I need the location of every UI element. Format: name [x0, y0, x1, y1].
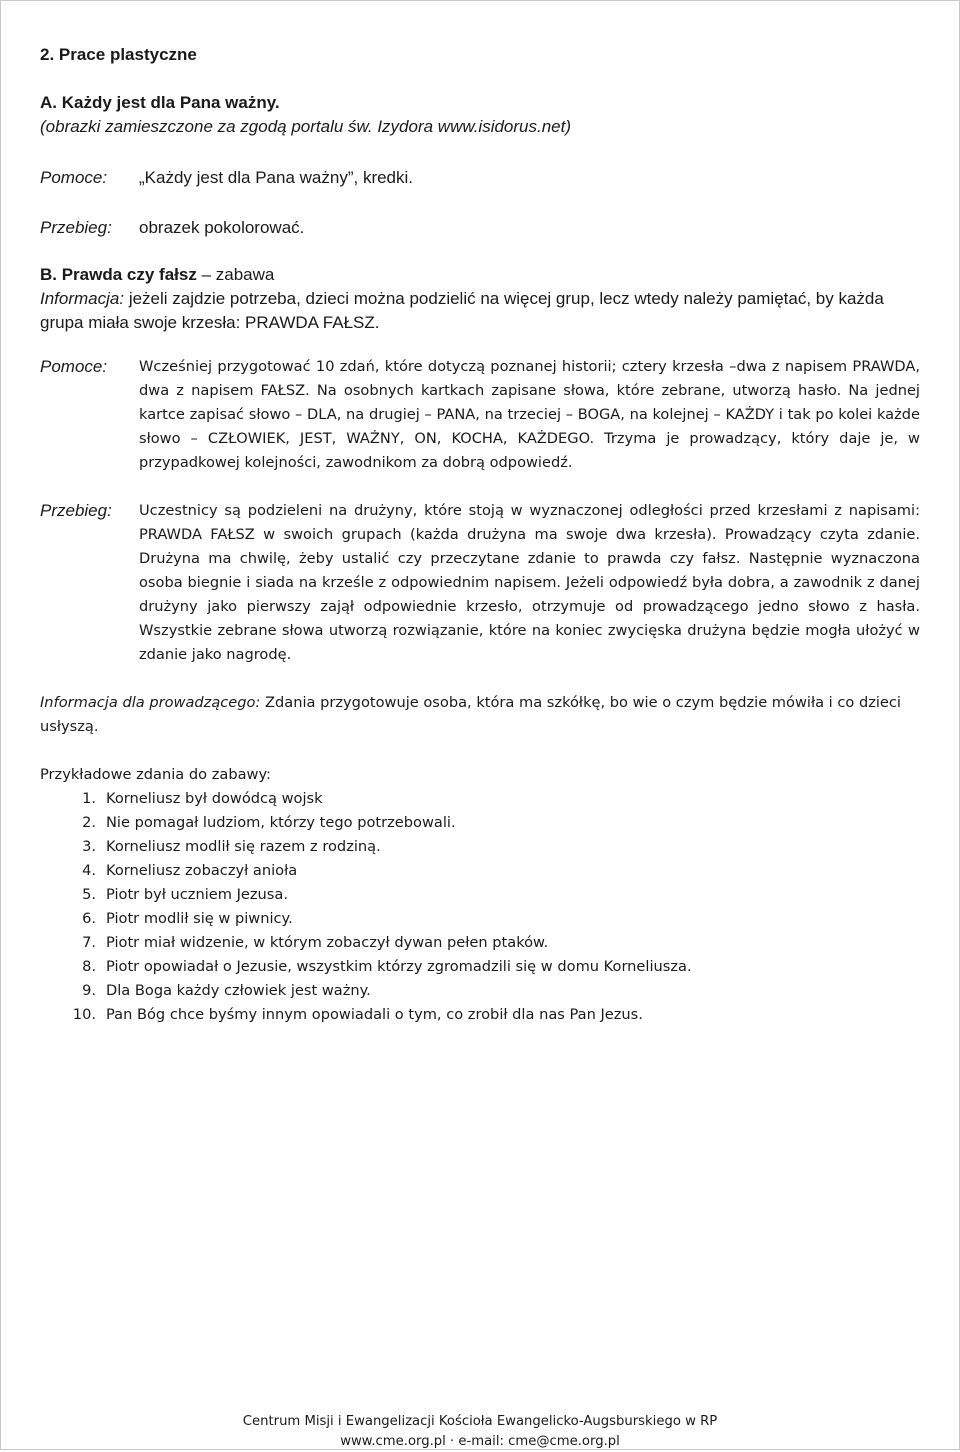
- leader-info-text: Zdania przygotowuje osoba, która ma szkółkę, bo wie o czym będzie mówiła i co dzieci usłyszą.: [40, 694, 901, 735]
- list-item-text: Korneliusz modlił się razem z rodziną.: [106, 838, 381, 855]
- footer-organization: Centrum Misji i Ewangelizacji Kościoła Ewangelicko-Augsburskiego w RP: [242, 1414, 718, 1429]
- list-item-number: 6.: [82, 910, 96, 927]
- przebieg-text: Uczestnicy są podzieleni na drużyny, które stoją w wyznaczonej odległości przed krzesłami z napisami: PRAWDA FAŁSZ w swoich grupach (każda drużyna ma swoje dwa krzesła). Prowadzący czyta zdanie. Drużyna ma chwilę, żeby ustalić czy przeczytane zdanie to prawda czy fałsz. Następnie wyznaczona osoba biegnie i siada na krześle z odpowiednim napisem. Jeżeli odpowiedź była dobra, a zawodnik z danej drużyny jako pierwszy zajął odpowiednie krzesło, otrzymuje od prowadzącego jedno słowo z hasła. Wszystkie zebrane słowa utworzą rozwiązanie, które na koniec zwycięska drużyna będzie mogła ułożyć w zdanie jako nagrodę.: [139, 502, 920, 663]
- examples-list: [40, 787, 920, 1027]
- list-item-text: Dla Boga każdy człowiek jest ważny.: [106, 982, 371, 999]
- przebieg-text: obrazek pokolorować.: [139, 218, 305, 237]
- list-item-number: 2.: [82, 814, 96, 831]
- pomoce-text: Wcześniej przygotować 10 zdań, które dotyczą poznanej historii; cztery krzesła –dwa z napisem PRAWDA, dwa z napisem FAŁSZ. Na osobnych kartkach zapisane słowa, które zebrane, utworzą hasło. Na jednej kartce zapisać słowo – DLA, na drugiej – PANA, na trzeciej – BOGA, na kolejnej – KAŻDY i tak po kolei każde słowo – CZŁOWIEK, JEST, WAŻNY, ON, KOCHA, KAŻDEGO. Trzyma je prowadzący, który daje je, w przypadkowej kolejności, zawodnikom za dobrą odpowiedź.: [139, 358, 920, 471]
- pomoce-label: Pomoce:: [40, 357, 108, 376]
- leader-info: [40, 691, 920, 739]
- part-a-przebieg-row: [40, 216, 920, 240]
- part-b-title-bold: B. Prawda czy fałsz: [40, 265, 197, 284]
- list-item-number: 1.: [82, 790, 96, 807]
- part-a-source-note: (obrazki zamieszczone za zgodą portalu św. Izydora www.isidorus.net): [40, 117, 572, 136]
- pomoce-text: „Każdy jest dla Pana ważny”, kredki.: [139, 168, 414, 187]
- pomoce-label: Pomoce:: [40, 168, 108, 187]
- part-b-title-rest: – zabawa: [196, 265, 275, 284]
- list-item-text: Korneliusz był dowódcą wojsk: [106, 790, 323, 807]
- part-b-przebieg-row: [40, 499, 920, 667]
- list-item: [40, 955, 920, 979]
- list-item-number: 4.: [82, 862, 96, 879]
- list-item-text: Piotr modlił się w piwnicy.: [106, 910, 293, 927]
- list-item-text: Nie pomagał ludziom, którzy tego potrzebowali.: [106, 814, 456, 831]
- list-item: [40, 811, 920, 835]
- list-item: [40, 835, 920, 859]
- list-item-text: Piotr był uczniem Jezusa.: [106, 886, 288, 903]
- part-a: [40, 91, 920, 240]
- page-footer: [0, 1412, 960, 1452]
- info-label: Informacja:: [40, 289, 125, 308]
- przebieg-label: Przebieg:: [40, 218, 112, 237]
- list-item-text: Pan Bóg chce byśmy innym opowiadali o tym, co zrobił dla nas Pan Jezus.: [106, 1006, 643, 1023]
- list-item-number: 5.: [82, 886, 96, 903]
- part-b-title: [40, 263, 920, 287]
- list-item-number: 3.: [82, 838, 96, 855]
- list-item-number: 9.: [82, 982, 96, 999]
- list-item: [40, 907, 920, 931]
- list-item-text: Korneliusz zobaczył anioła: [106, 862, 298, 879]
- info-text: jeżeli zajdzie potrzeba, dzieci można podzielić na więcej grup, lecz wtedy należy pamiętać, by każda grupa miała swoje krzesła: PRAWDA FAŁSZ.: [40, 289, 884, 332]
- section-heading: 2. Prace plastyczne: [40, 45, 197, 64]
- list-item: [40, 883, 920, 907]
- part-b-pomoce-row: [40, 355, 920, 475]
- part-a-pomoce-row: [40, 166, 920, 190]
- document-page: [40, 43, 920, 1027]
- list-item-text: Piotr miał widzenie, w którym zobaczył dywan pełen ptaków.: [106, 934, 549, 951]
- list-item: [40, 931, 920, 955]
- list-item: [40, 979, 920, 1003]
- list-item: [40, 1003, 920, 1027]
- part-b-info: [40, 287, 920, 335]
- part-a-title: A. Każdy jest dla Pana ważny.: [40, 93, 280, 112]
- list-item-number: 10.: [72, 1006, 96, 1023]
- list-item-number: 7.: [82, 934, 96, 951]
- list-item-number: 8.: [82, 958, 96, 975]
- footer-contact: www.cme.org.pl · e-mail: cme@cme.org.pl: [340, 1434, 620, 1449]
- list-item-text: Piotr opowiadał o Jezusie, wszystkim którzy zgromadzili się w domu Korneliusza.: [106, 958, 692, 975]
- przebieg-label: Przebieg:: [40, 501, 112, 520]
- list-item: [40, 859, 920, 883]
- leader-info-label: Informacja dla prowadzącego:: [40, 694, 261, 711]
- part-b: [40, 263, 920, 1027]
- list-item: [40, 787, 920, 811]
- examples-heading: Przykładowe zdania do zabawy:: [40, 766, 271, 783]
